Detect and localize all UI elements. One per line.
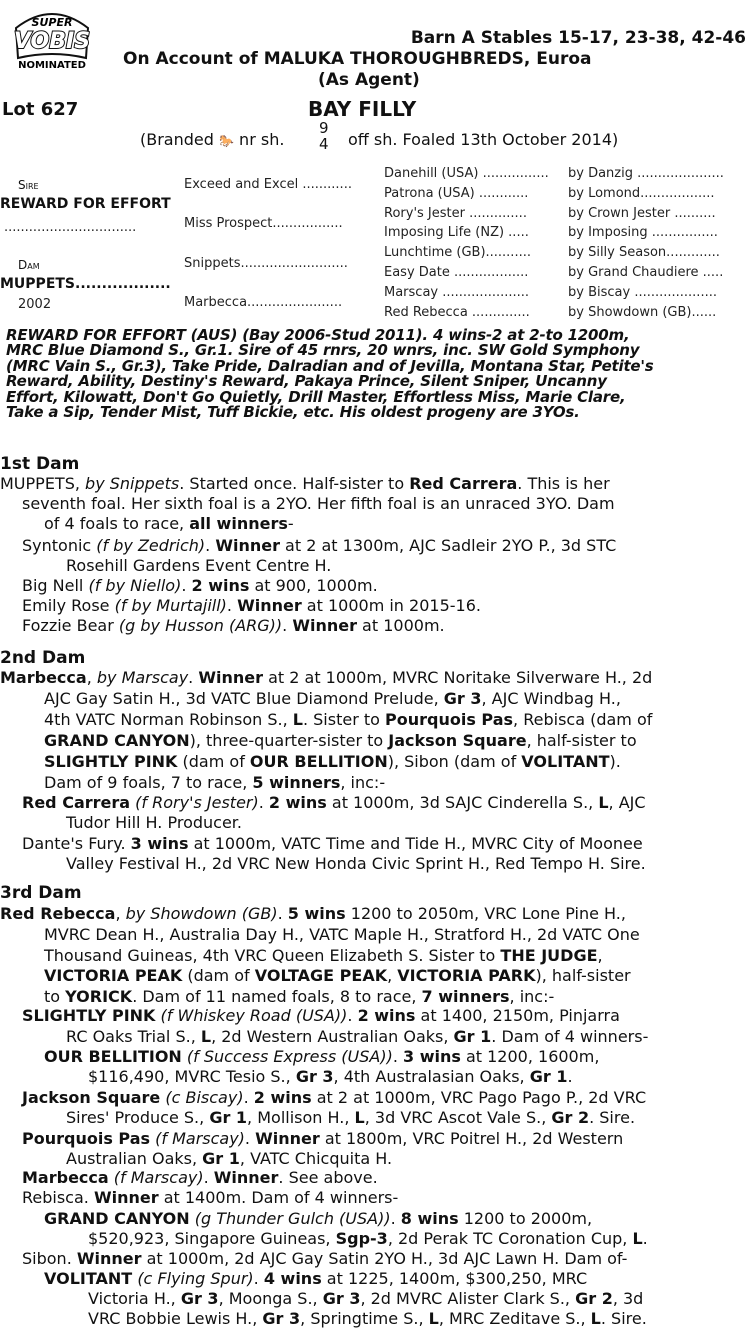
brand-line: (Branded 🐎 nr sh. [140, 130, 285, 149]
lot-number: Lot 627 [2, 99, 79, 120]
first-dam-heading: 1st Dam [0, 454, 80, 474]
ped-ancestor-left: Patrona (USA) ............ [384, 186, 529, 201]
sire-commentary: REWARD FOR EFFORT (AUS) (Bay 2006-Stud 2011). 4 wins-2 at 2-to 1200m, MRC Blue Diamond S., Gr.1. Sire of 45 rnrs, 20 wnrs, inc. SW Gold Symphony (MRC Vain S., Gr.3), Take Pride, Dalradian and of Jevilla, Montana Star, Petite's Reward, Ability, Destiny's Reward, Pakaya Prince, Silent Sniper, Uncanny Effort, Kilowatt, Don't Go Quietly, Drill Master, Effortless Miss, Marie Clare, Take a Sip, Tender Mist, Tuff Bickie, etc. His oldest progeny are 3YOs. [6, 326, 654, 422]
dam-text-line: Rebisca. Winner at 1400m. Dam of 4 winners- [22, 1188, 399, 1207]
dam-year: 2002 [18, 297, 52, 312]
ped-ancestor-left: Easy Date .................. [384, 265, 529, 280]
ped-ancestor-left: Marscay ..................... [384, 285, 530, 300]
sire-sire: Exceed and Excel ............ [184, 177, 352, 192]
svg-text:VOBIS: VOBIS [13, 29, 91, 54]
lot-title: BAY FILLY [308, 97, 417, 121]
dam-text-line: Marbecca, by Marscay. Winner at 2 at 1000m, MVRC Noritake Silverware H., 2d [0, 668, 653, 687]
dam-text-line: Thousand Guineas, 4th VRC Queen Elizabeth S. Sister to THE JUDGE, [44, 946, 603, 965]
dam-label: Dam [18, 258, 40, 272]
ped-ancestor-left: Rory's Jester .............. [384, 206, 527, 221]
vendor-agent: (As Agent) [318, 70, 420, 90]
vendor-account: On Account of MALUKA THOROUGHBREDS, Euroa [123, 49, 592, 69]
second-dam-heading: 2nd Dam [0, 648, 86, 668]
dam-text-line: Fozzie Bear (g by Husson (ARG)). Winner at 1000m. [22, 616, 445, 635]
sire-name: REWARD FOR EFFORT [0, 196, 171, 212]
ped-ancestor-left: Imposing Life (NZ) ..... [384, 225, 529, 240]
dam-text-line: $520,923, Singapore Guineas, Sgp-3, 2d Perak TC Coronation Cup, L. [88, 1229, 648, 1248]
dam-text-line: MVRC Dean H., Australia Day H., VATC Maple H., Stratford H., 2d VATC One [44, 925, 640, 944]
dam-text-line: Red Rebecca, by Showdown (GB). 5 wins 1200 to 2050m, VRC Lone Pine H., [0, 904, 626, 923]
svg-text:NOMINATED: NOMINATED [18, 60, 86, 70]
third-dam-heading: 3rd Dam [0, 883, 82, 903]
dam-text-line: $116,490, MVRC Tesio S., Gr 3, 4th Australasian Oaks, Gr 1. [88, 1067, 573, 1086]
dam-text-line: Big Nell (f by Niello). 2 wins at 900, 1000m. [22, 576, 378, 595]
dam-text-line: SLIGHTLY PINK (dam of OUR BELLITION), Sibon (dam of VOLITANT). [44, 752, 621, 771]
dam-text-line: GRAND CANYON), three-quarter-sister to Jackson Square, half-sister to [44, 731, 637, 750]
dam-text-line: Marbecca (f Marscay). Winner. See above. [22, 1168, 378, 1187]
dam-text-line: Pourquois Pas (f Marscay). Winner at 1800m, VRC Poitrel H., 2d Western [22, 1129, 624, 1148]
ped-ancestor-right: by Biscay .................... [568, 285, 717, 300]
ped-ancestor-right: by Grand Chaudiere ..... [568, 265, 724, 280]
svg-text:SUPER: SUPER [31, 16, 73, 29]
dam-text-line: Valley Festival H., 2d VRC New Honda Civic Sprint H., Red Tempo H. Sire. [66, 854, 646, 873]
dam-text-line: GRAND CANYON (g Thunder Gulch (USA)). 8 wins 1200 to 2000m, [44, 1209, 593, 1228]
brand-mark-icon: 🐎 [219, 134, 234, 148]
ped-ancestor-right: by Showdown (GB)...... [568, 305, 717, 320]
dam-text-line: to YORICK. Dam of 11 named foals, 8 to race, 7 winners, inc:- [44, 987, 555, 1006]
dam-text-line: AJC Gay Satin H., 3d VATC Blue Diamond Prelude, Gr 3, AJC Windbag H., [44, 689, 621, 708]
dam-text-line: Dam of 9 foals, 7 to race, 5 winners, inc:- [44, 773, 386, 792]
dam-text-line: Dante's Fury. 3 wins at 1000m, VATC Time and Tide H., MVRC City of Moonee [22, 834, 643, 853]
dam-name: MUPPETS.................. [0, 276, 171, 292]
ped-ancestor-left: Red Rebecca .............. [384, 305, 530, 320]
super-vobis-logo [8, 6, 96, 70]
dam-sire: Snippets.......................... [184, 256, 348, 271]
dam-text-line: Australian Oaks, Gr 1, VATC Chicquita H. [66, 1149, 393, 1168]
dam-text-line: Jackson Square (c Biscay). 2 wins at 2 at 1000m, VRC Pago Pago P., 2d VRC [22, 1088, 647, 1107]
dam-dam: Marbecca....................... [184, 295, 343, 310]
foaled-line: off sh. Foaled 13th October 2014) [348, 130, 619, 149]
sire-label: Sire [18, 178, 39, 192]
ped-ancestor-right: by Crown Jester .......... [568, 206, 716, 221]
brand-fraction: 9 4 [319, 119, 329, 153]
sire-dam: Miss Prospect................. [184, 216, 343, 231]
dam-text-line: seventh foal. Her sixth foal is a 2YO. Her fifth foal is an unraced 3YO. Dam [22, 494, 615, 513]
dam-text-line: Sires' Produce S., Gr 1, Mollison H., L, 3d VRC Ascot Vale S., Gr 2. Sire. [66, 1108, 636, 1127]
dam-text-line: VICTORIA PEAK (dam of VOLTAGE PEAK, VICTORIA PARK), half-sister [44, 966, 631, 985]
sire-dots: ................................ [4, 220, 137, 235]
dam-text-line: Tudor Hill H. Producer. [66, 813, 242, 832]
dam-text-line: Emily Rose (f by Murtajill). Winner at 1000m in 2015-16. [22, 596, 481, 615]
ped-ancestor-right: by Silly Season............. [568, 245, 720, 260]
dam-text-line: SLIGHTLY PINK (f Whiskey Road (USA)). 2 wins at 1400, 2150m, Pinjarra [22, 1006, 620, 1025]
dam-text-line: of 4 foals to race, all winners- [44, 514, 294, 533]
barn-location: Barn A Stables 15-17, 23-38, 42-46 [410, 28, 746, 48]
dam-text-line: OUR BELLITION (f Success Express (USA)). 3 wins at 1200, 1600m, [44, 1047, 600, 1066]
dam-text-line: Syntonic (f by Zedrich). Winner at 2 at 1300m, AJC Sadleir 2YO P., 3d STC [22, 536, 617, 555]
dam-text-line: Victoria H., Gr 3, Moonga S., Gr 3, 2d MVRC Alister Clark S., Gr 2, 3d [88, 1289, 644, 1308]
dam-text-line: RC Oaks Trial S., L, 2d Western Australian Oaks, Gr 1. Dam of 4 winners- [66, 1027, 649, 1046]
dam-text-line: Rosehill Gardens Event Centre H. [66, 556, 332, 575]
dam-text-line: VRC Bobbie Lewis H., Gr 3, Springtime S., L, MRC Zeditave S., L. Sire. [88, 1309, 647, 1328]
ped-ancestor-right: by Imposing ................ [568, 225, 718, 240]
ped-ancestor-right: by Danzig ..................... [568, 166, 724, 181]
dam-text-line: Red Carrera (f Rory's Jester). 2 wins at 1000m, 3d SAJC Cinderella S., L, AJC [22, 793, 646, 812]
dam-text-line: 4th VATC Norman Robinson S., L. Sister to Pourquois Pas, Rebisca (dam of [44, 710, 653, 729]
dam-text-line: MUPPETS, by Snippets. Started once. Half-sister to Red Carrera. This is her [0, 474, 610, 493]
ped-ancestor-right: by Lomond.................. [568, 186, 715, 201]
dam-text-line: Sibon. Winner at 1000m, 2d AJC Gay Satin 2YO H., 3d AJC Lawn H. Dam of- [22, 1249, 628, 1268]
ped-ancestor-left: Lunchtime (GB)........... [384, 245, 531, 260]
dam-text-line: VOLITANT (c Flying Spur). 4 wins at 1225, 1400m, $300,250, MRC [44, 1269, 588, 1288]
ped-ancestor-left: Danehill (USA) ................ [384, 166, 549, 181]
